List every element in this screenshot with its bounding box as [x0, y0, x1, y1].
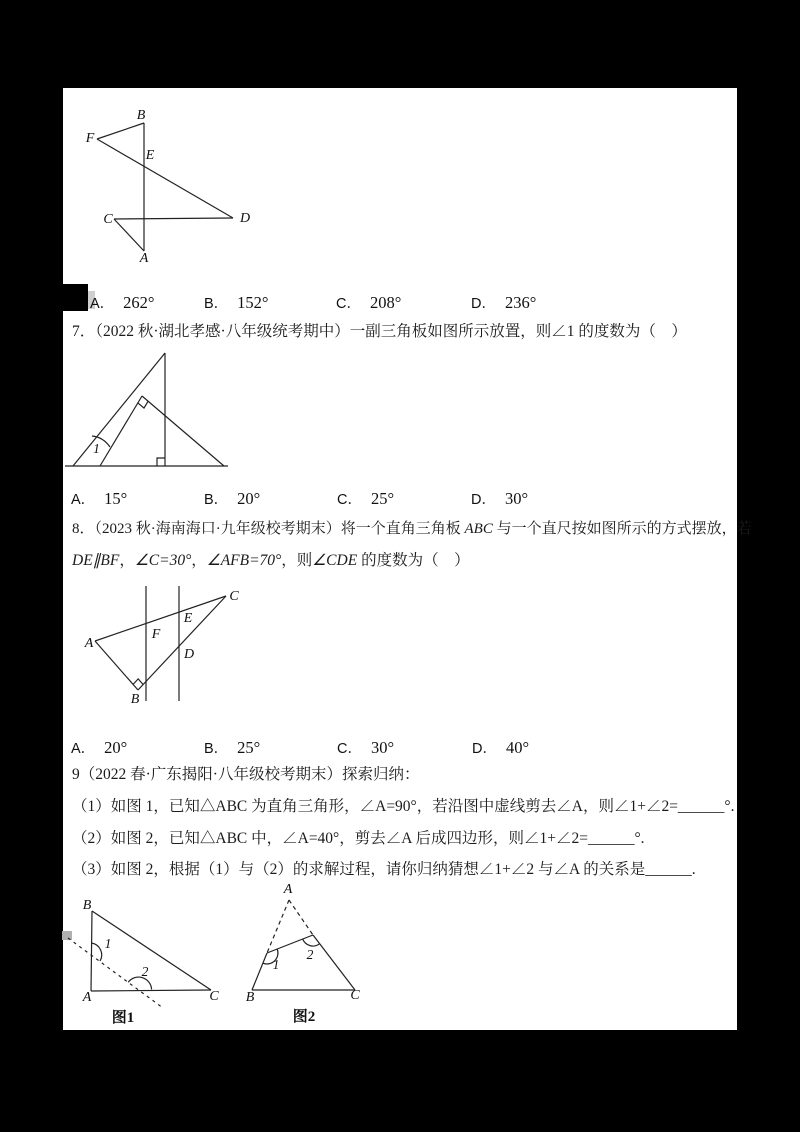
q8-stem-text: 与一个直尺按如图所示的方式摆放，若 [492, 521, 752, 537]
q6-option-d [471, 292, 536, 313]
q7-option-b [204, 488, 260, 509]
q7-option-c [337, 488, 394, 509]
q6-label-E: E [145, 148, 155, 163]
q7-figure-svg [60, 348, 236, 473]
option-value: 25° [370, 489, 395, 508]
q8-stem-line2 [72, 552, 470, 570]
q8-math-de-bf: DE∥BF [72, 552, 120, 569]
q8-math-angle-cde: ∠CDE [312, 552, 358, 569]
q8-math-angle-afb: ∠AFB=70° [206, 552, 282, 569]
q6-line-FD [97, 139, 233, 218]
q6-line-CA [114, 219, 144, 251]
option-label: B． [204, 296, 229, 312]
fig1-edge-BA [91, 911, 92, 991]
fig2-angle2-label: 2 [306, 947, 314, 962]
fig1-label-C: C [209, 989, 219, 1004]
fig2-angle1-label: 1 [272, 957, 280, 972]
option-value: 152° [237, 293, 269, 312]
fig1-cut-handle-mark [62, 931, 72, 940]
option-value: 25° [237, 738, 261, 757]
q8-figure-svg [80, 583, 245, 708]
q9-figures-svg [56, 882, 381, 1030]
q6-figure-lines [97, 123, 233, 251]
q6-line-FB [97, 123, 144, 139]
q7-right-angle-diamond [138, 401, 148, 408]
fig2-caption: 图2 [292, 1009, 316, 1025]
q7-option-a [71, 488, 127, 509]
q8-text: ， [119, 552, 135, 569]
option-label: B． [204, 741, 229, 757]
q9-part-2: （2）如图 2，已知△ABC 中，∠A=40°，剪去∠A 后成四边形，则∠1+∠2=______°. [72, 830, 645, 847]
option-label: A． [71, 492, 96, 508]
q8-label-F: F [151, 627, 161, 642]
option-value: 262° [123, 293, 155, 312]
q8-option-a [71, 737, 127, 758]
q8-edge-AB [95, 641, 138, 690]
q8-stem-math-abc: ABC [464, 521, 493, 537]
q7-angle1-label: 1 [93, 441, 100, 456]
redaction-block [58, 284, 88, 311]
q8-label-B: B [130, 692, 140, 707]
q6-option-c [336, 292, 401, 313]
q8-edge-BC [138, 596, 226, 690]
option-label: C． [336, 296, 361, 312]
q8-label-C: C [229, 589, 239, 604]
option-value: 236° [504, 293, 537, 312]
option-label: A． [90, 296, 115, 312]
option-value: 40° [505, 738, 530, 757]
q6-option-a [90, 292, 155, 313]
fig1-angle1-label: 1 [104, 936, 112, 951]
q8-label-D: D [183, 647, 195, 662]
q7-figure-lines [65, 353, 228, 466]
q6-option-b [204, 292, 269, 313]
q8-stem-line1 [72, 520, 752, 538]
q7-tri2-right-edge [142, 396, 224, 466]
q6-label-D: D [239, 211, 251, 226]
q9-part-3: （3）如图 2，根据（1）与（2）的求解过程，请你归纳猜想∠1+∠2 与∠A 的关系是______. [72, 861, 696, 878]
q8-stem-text: 8．（2023 秋·海南海口·九年级校考期末）将一个直角三角板 [72, 521, 465, 537]
q6-label-A: A [139, 251, 149, 266]
option-label: C． [337, 492, 362, 508]
fig1-caption: 图1 [111, 1010, 135, 1026]
option-label: A． [71, 741, 96, 757]
fig2-label-A: A [283, 882, 293, 897]
option-value: 30° [504, 489, 529, 508]
option-value: 20° [104, 738, 128, 757]
q6-label-C: C [103, 212, 113, 227]
fig2-edge-left [252, 953, 267, 990]
q8-edge-CA [95, 596, 226, 641]
q8-label-E: E [183, 611, 193, 626]
option-label: D． [471, 296, 496, 312]
option-label: C． [337, 741, 362, 757]
q7-right-angle-mark [157, 458, 165, 466]
fig1-angle1-arc [92, 943, 102, 961]
fig1-label-B: B [82, 898, 92, 913]
q6-figure-svg [80, 100, 260, 270]
fig1-edge-AC [91, 990, 211, 991]
q6-label-F: F [85, 131, 95, 146]
fig2-label-C: C [350, 988, 360, 1003]
q7-option-d [471, 488, 528, 509]
q6-line-CD [114, 218, 233, 219]
q8-option-b [204, 737, 260, 758]
option-label: D． [471, 492, 496, 508]
q8-text: 的度数为（ ） [357, 552, 470, 569]
q8-label-A: A [84, 636, 94, 651]
option-value: 208° [369, 293, 402, 312]
option-label: D． [472, 741, 497, 757]
q9-part-1: （1）如图 1，已知△ABC 为直角三角形，∠A=90°，若沿图中虚线剪去∠A，则∠1+∠2=______°. [72, 798, 735, 815]
q6-label-B: B [136, 108, 146, 123]
q9-stem: 9（2022 春·广东揭阳·八年级校考期末）探索归纳： [72, 766, 420, 783]
fig2-dashed-right [289, 900, 313, 935]
option-value: 15° [104, 489, 128, 508]
fig1-angle2-label: 2 [141, 964, 149, 979]
fig2-lines [252, 900, 355, 990]
q8-option-d [472, 737, 529, 758]
option-value: 20° [237, 489, 261, 508]
q7-left-slope [73, 353, 165, 466]
option-label: B． [204, 492, 229, 508]
fig2-label-B: B [245, 990, 255, 1005]
q7-stem: 7．（2022 秋·湖北孝感·八年级统考期中）一副三角板如图所示放置，则∠1 的度数为（ ） [72, 323, 687, 340]
q8-figure-lines [95, 586, 226, 701]
q8-text: ， [191, 552, 207, 569]
option-value: 30° [370, 738, 395, 757]
q8-option-c [337, 737, 394, 758]
fig1-label-A: A [82, 990, 92, 1005]
fig2-edge-right [313, 935, 355, 990]
q8-text: ，则 [281, 552, 313, 569]
q8-math-angle-c: ∠C=30° [134, 552, 192, 569]
q8-right-angle-diamond [133, 679, 143, 685]
